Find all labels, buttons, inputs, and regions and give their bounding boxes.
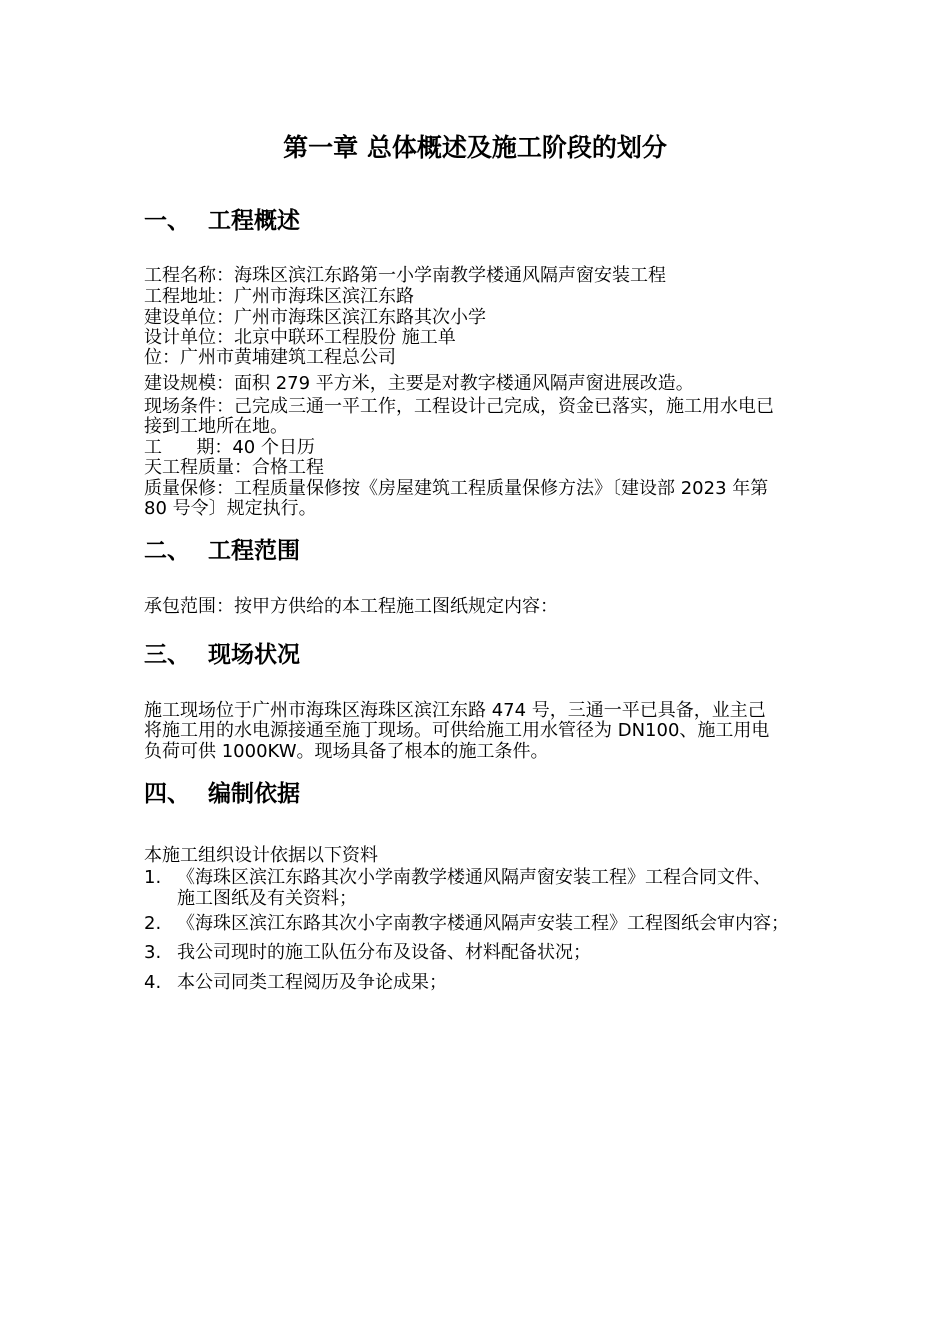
list-number: 2.: [144, 913, 162, 934]
overview-line: 80 号令〕规定执行。: [144, 498, 317, 519]
section-title: 工程概述: [208, 208, 300, 234]
list-text: 本公司同类工程阅历及争论成果；: [177, 972, 447, 993]
section-title: 编制依据: [208, 781, 300, 807]
section-heading-basis: [144, 778, 300, 810]
overview-line: 质量保修：工程质量保修按《房屋建筑工程质量保修方法》〔建设部 2023 年第: [144, 478, 769, 499]
overview-line: 接到工地所在地。: [144, 416, 288, 437]
section-number: 二、: [144, 538, 190, 564]
section-heading-overview: [144, 205, 300, 237]
overview-line: 位：广州市黄埔建筑工程总公司: [144, 347, 396, 368]
section-number: 四、: [144, 781, 190, 807]
basis-intro: 本施工组织设计依据以下资料: [144, 845, 378, 866]
list-text: 《海珠区滨江东路其次小学南教学楼通风隔声窗安装工程》工程合同文件、: [177, 867, 771, 888]
overview-line: 工程名称：海珠区滨江东路第一小学南教学楼通风隔声窗安装工程: [144, 265, 666, 286]
section-heading-scope: [144, 535, 300, 567]
scope-text: 承包范围：按甲方供给的本工程施工图纸规定内容：: [144, 596, 558, 617]
overview-line: 建设规模：面积 279 平方米，主要是对教字楼通风隔声窗进展改造。: [144, 373, 694, 394]
list-number: 3.: [144, 942, 162, 963]
site-line: 负荷可供 1000KW。现场具备了根本的施工条件。: [144, 741, 549, 762]
overview-line: 建设单位：广州市海珠区滨江东路其次小学: [144, 307, 486, 328]
section-title: 现场状况: [208, 642, 300, 668]
section-title: 工程范围: [208, 538, 300, 564]
site-line: 将施工用的水电源接通至施丁现场。可供给施工用水管径为 DN100、施工用电: [144, 720, 770, 741]
chapter-title: 第一章 总体概述及施工阶段的划分: [283, 133, 667, 162]
list-number: 1.: [144, 867, 162, 888]
overview-line: 工程地址：广州市海珠区滨江东路: [144, 286, 414, 307]
list-text: 《海珠区滨江东路其次小字南教字楼通风隔声安装工程》工程图纸会审内容；: [177, 913, 789, 934]
list-text: 我公司现时的施工队伍分布及设备、材料配备状况；: [177, 942, 591, 963]
section-number: 三、: [144, 642, 190, 668]
list-number: 4.: [144, 972, 162, 993]
overview-line: 天工程质量：合格工程: [144, 457, 324, 478]
overview-line: 设计单位：北京中联环工程股份 施工单: [144, 327, 456, 348]
site-line: 施工现场位于广州市海珠区海珠区滨江东路 474 号，三通一平已具备，业主己: [144, 700, 766, 721]
section-number: 一、: [144, 208, 190, 234]
list-text: 施工图纸及有关资料；: [177, 888, 357, 909]
overview-line: 现场条件：己完成三通一平工作，工程设计己完成，资金已落实，施工用水电已: [144, 396, 774, 417]
overview-line: 工 期：40 个日历: [144, 437, 315, 458]
section-heading-site: [144, 639, 300, 671]
